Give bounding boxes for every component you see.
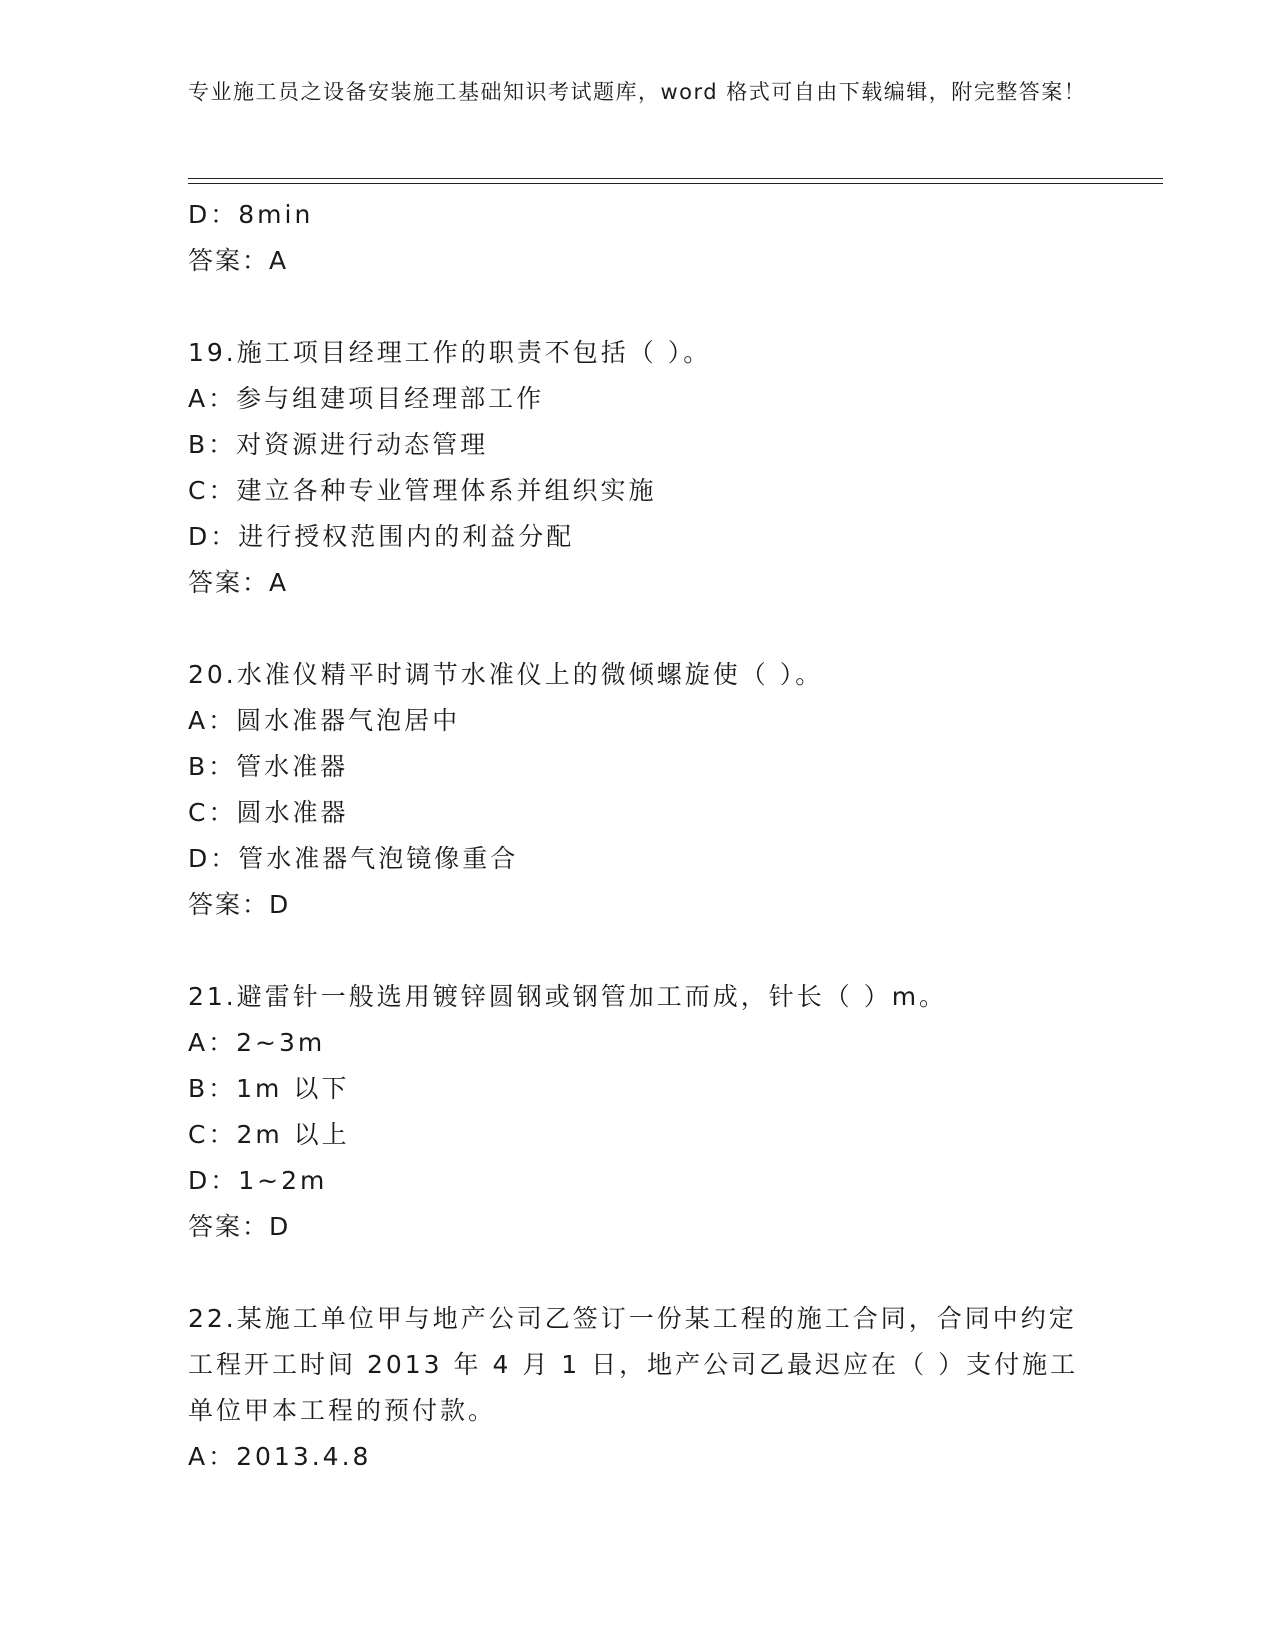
spacer [188, 928, 1088, 974]
answer-label: 答案：D [188, 890, 291, 919]
spacer [188, 1250, 1088, 1296]
option-a: A：2~3m [188, 1028, 326, 1057]
answer-label: 答案：A [188, 568, 289, 597]
option-c: C：2m 以上 [188, 1120, 350, 1149]
question-18-tail [188, 192, 1088, 284]
question-stem: 19.施工项目经理工作的职责不包括（ ）。 [188, 338, 712, 367]
question-19 [188, 330, 1088, 606]
question-stem: 22.某施工单位甲与地产公司乙签订一份某工程的施工合同，合同中约定工程开工时间 2013 年 4 月 1 日，地产公司乙最迟应在（ ）支付施工单位甲本工程的预付款。 [188, 1304, 1079, 1425]
question-22 [188, 1296, 1088, 1480]
question-stem: 21.避雷针一般选用镀锌圆钢或钢管加工而成，针长（ ）m。 [188, 982, 948, 1011]
option-c: C：建立各种专业管理体系并组织实施 [188, 476, 657, 505]
option-d: D：进行授权范围内的利益分配 [188, 522, 575, 551]
option-a: A：圆水准器气泡居中 [188, 706, 461, 735]
header-divider-bottom [188, 183, 1163, 184]
question-21 [188, 974, 1088, 1250]
header-title: 专业施工员之设备安装施工基础知识考试题库，word 格式可自由下载编辑，附完整答案！ [188, 80, 1087, 104]
answer-label: 答案：D [188, 1212, 291, 1241]
option-d: D：1~2m [188, 1166, 328, 1195]
option-b: B：管水准器 [188, 752, 349, 781]
question-20 [188, 652, 1088, 928]
spacer [188, 606, 1088, 652]
option-b: B：1m 以下 [188, 1074, 350, 1103]
option-d: D：管水准器气泡镜像重合 [188, 844, 519, 873]
option-b: B：对资源进行动态管理 [188, 430, 489, 459]
option-a: A：参与组建项目经理部工作 [188, 384, 545, 413]
question-stem: 20.水准仪精平时调节水准仪上的微倾螺旋使（ ）。 [188, 660, 824, 689]
answer-label: 答案：A [188, 246, 289, 275]
option-d: D：8min [188, 200, 314, 229]
document-header [188, 74, 1088, 110]
option-a: A：2013.4.8 [188, 1442, 372, 1471]
option-c: C：圆水准器 [188, 798, 349, 827]
question-list [188, 192, 1088, 1480]
spacer [188, 284, 1088, 330]
header-divider-top [188, 178, 1163, 179]
